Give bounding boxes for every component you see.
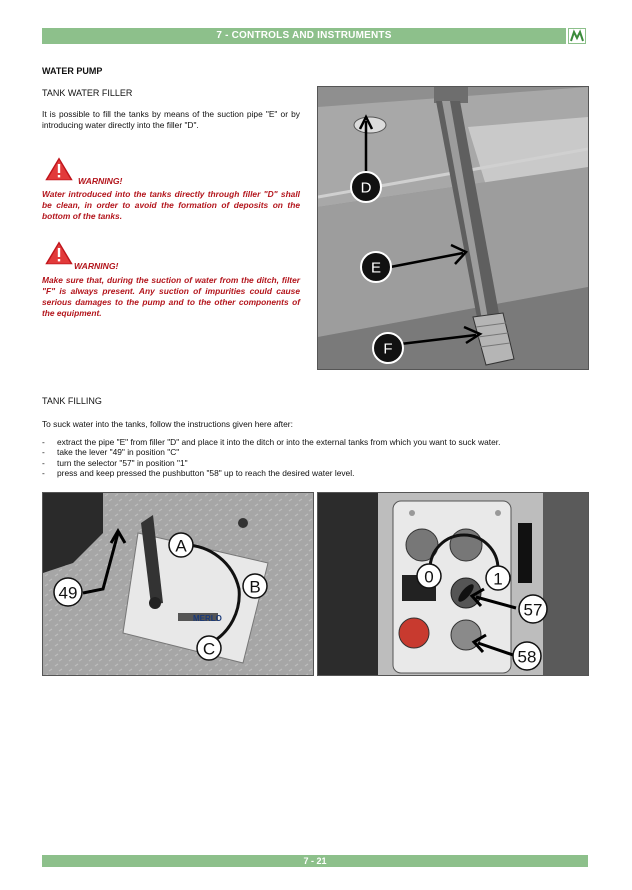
warning-title: WARNING! <box>78 176 123 186</box>
photo-label-c: C <box>202 639 216 659</box>
photo-label-58: 58 <box>517 647 537 667</box>
warning-block-1 <box>42 154 300 224</box>
photo-label-0: 0 <box>424 567 434 587</box>
page-number: 7 - 21 <box>42 855 588 867</box>
merlo-logo-icon <box>568 28 586 44</box>
photo-lever-panel <box>42 492 314 676</box>
section-title: WATER PUMP <box>42 66 103 76</box>
warning-text: Make sure that, during the suction of water from the ditch, filter "F" is always present. Any suction of impurities could cause serious damages to the pump and to the other components of the equipment. <box>42 275 300 318</box>
photo-label-d: D <box>360 179 372 197</box>
list-item: - extract the pipe "E" from filler "D" and place it into the ditch or into the external tanks from which you want to suck water. <box>42 437 500 447</box>
photo-label-a: A <box>175 536 187 556</box>
warning-text: Water introduced into the tanks directly through filler "D" shall be clean, in order to avoid the formation of deposits on the bottom of the tanks. <box>42 189 300 221</box>
photo-label-49: 49 <box>58 583 78 603</box>
photo-tank-filler <box>317 86 589 370</box>
warning-block-2 <box>42 238 300 322</box>
chapter-header: 7 - CONTROLS AND INSTRUMENTS <box>42 28 566 44</box>
photo-label-1: 1 <box>493 569 503 589</box>
photo-label-57: 57 <box>523 600 543 620</box>
photo-label-b: B <box>249 577 261 597</box>
warning-title: WARNING! <box>74 261 119 271</box>
photo-label-e: E <box>370 259 382 277</box>
instruction-list <box>42 437 500 479</box>
subheading-tank-filling: TANK FILLING <box>42 396 102 406</box>
subheading-tank-water-filler: TANK WATER FILLER <box>42 88 133 98</box>
brand-plate-text: MERLO <box>193 614 222 623</box>
list-item: - turn the selector "57" in position "1" <box>42 458 500 468</box>
warning-triangle-icon <box>42 154 76 184</box>
instructions-intro: To suck water into the tanks, follow the instructions given here after: <box>42 419 293 429</box>
photo-control-box <box>317 492 589 676</box>
warning-triangle-icon <box>42 238 76 268</box>
list-item: - take the lever "49" in position "C" <box>42 447 500 457</box>
paragraph-filler-intro: It is possible to fill the tanks by means of the suction pipe "E" or by introducing water directly into the filler "D". <box>42 109 300 130</box>
list-item: - press and keep pressed the pushbutton "58" up to reach the desired water level. <box>42 468 500 478</box>
photo-label-f: F <box>383 340 393 358</box>
